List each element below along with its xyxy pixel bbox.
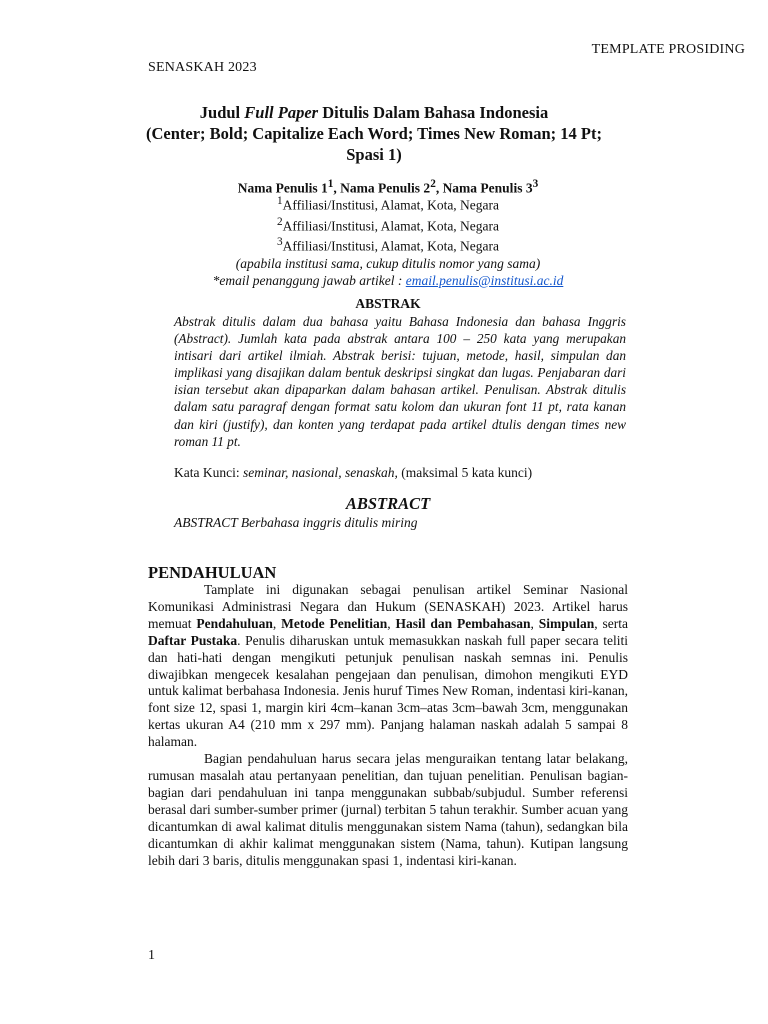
paragraph-1: Tamplate ini digunakan sebagai penulisan artikel Seminar Nasional Komunikasi Administrasi Negara dan Hukum (SENASKAH) 2023. Artikel harus memuat Pendahuluan, Metode Penelitian, Hasil dan Pembahasan, Simpulan, serta Daftar Pustaka. Penulis diharuskan untuk memasukkan naskah full paper secara teliti dan hati-hati dengan mengikuti petunjuk penulisan naskah semnas ini. Penulis diwajibkan mengecek kesalahan pengejaan dan penulisan, dimohon mengikuti EYD untuk kalimat berbahasa Indonesia. Jenis huruf Times New Roman, indentasi kiri-kanan, font size 12, spasi 1, margin kiri 4cm–kanan 3cm–atas 3cm–bawah 3cm, menggunakan kertas ukuran A4 (210 mm x 297 mm). Panjang halaman naskah adalah 5 sampai 8 halaman. [148,582,629,750]
running-header-left: SENASKAH 2023 [148,60,257,75]
affiliation-2: $^2$Affiliasi/Institusi, Alamat, Kota, Negara [276,215,500,233]
corresponding-email: *email penanggung jawab artikel : email.penulis@institusi.ac.id [212,272,564,288]
paper-title: Judul Full Paper Ditulis Dalam Bahasa Indonesia (Center; Bold; Capitalize Each Word; Times New Roman; 14 Pt; Spasi 1) [146,103,602,164]
paragraph-2: Bagian pendahuluan harus secara jelas menguraikan tentang latar belakang, rumusan masalah atau pertanyaan penelitian, dan tujuan penelitian. Penulisan bagian-bagian dari pendahuluan ini tanpa menggunakan subbab/subjudul. Sumber referensi berasal dari sumber-sumber primer (jurnal) terbitan 5 tahun terakhir. Sumber acuan yang dicantumkan di awal kalimat ditulis menggunakan sistem Nama (tahun), sedangkan bila dicantumkan di akhir kalimat menggunakan sistem (Nama, tahun). Kutipan langsung lebih dari 3 baris, ditulis menggunakan spasi 1, indentasi kiri-kanan. [148,751,628,868]
affiliation-3: $^3$Affiliasi/Institusi, Alamat, Kota, Negara [276,236,500,254]
email-link[interactable]: email.penulis@institusi.ac.id [405,272,564,288]
abstrak-text: Abstrak ditulis dalam dua bahasa yaitu Bahasa Indonesia dan bahasa Inggris (Abstract). Jumlah kata pada abstrak antara 100 – 250 kata yang merupakan intisari dari artikel ilmiah. Abstrak berisi: tujuan, metode, hasil, simpulan dan implikasi yang disajikan dalam bentuk deskripsi singkat dan lugas. Penjabaran dari isian tersebut akan dipaparkan dalam bahasan artikel. Penulisan. Abstrak ditulis dalam satu paragraf dengan format satu kolom dan ukuran font 11 pt, rata kanan dan kiri (justify), dan konten yang terdapat pada artikel dtulis dengan times new roman 11 pt. [174,314,626,449]
abstract-heading: ABSTRACT [345,494,431,513]
abstract-text: ABSTRACT Berbahasa inggris ditulis miring [174,515,418,530]
affiliation-note: (apabila institusi sama, cukup ditulis nomor yang sama) [235,255,541,271]
section-body [148,582,628,869]
running-header-right: TEMPLATE PROSIDING [591,42,745,57]
affiliations [148,193,628,289]
keywords: Kata Kunci: seminar, nasional, senaskah, (maksimal 5 kata kunci) [174,465,533,480]
author-list: Nama Penulis $1^1$, Nama Penulis $2^2$, Nama Penulis $3^3$ [237,178,539,196]
affiliation-1: $^1$Affiliasi/Institusi, Alamat, Kota, Negara [276,195,500,213]
abstrak-heading: ABSTRAK [355,296,421,311]
page-number: 1 [148,948,155,963]
section-heading-pendahuluan: PENDAHULUAN [148,563,277,582]
